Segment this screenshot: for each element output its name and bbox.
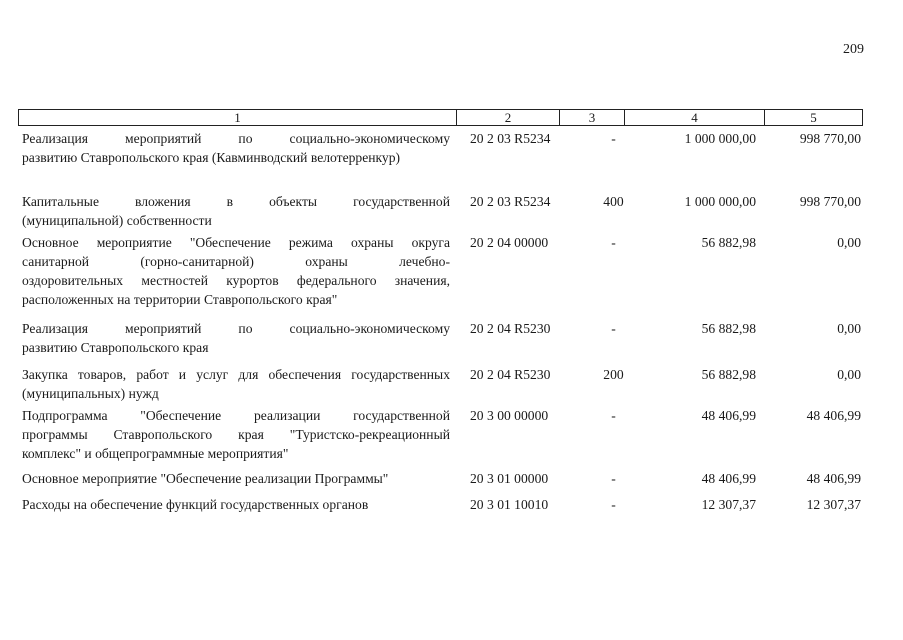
row-description bbox=[22, 192, 450, 230]
description-line: (муниципальных) нужд bbox=[22, 386, 159, 401]
row-expense-type: - bbox=[611, 471, 616, 486]
row-code: 20 2 04 R5230 bbox=[470, 367, 551, 382]
row-description bbox=[22, 365, 450, 403]
description-line: развитию Ставропольского края (Кавминводский велотерренкур) bbox=[22, 150, 401, 165]
row-expense-type: - bbox=[611, 408, 616, 423]
description-line: комплекс" и общепрограммные мероприятия" bbox=[22, 446, 289, 461]
row-amount-planned: 56 882,98 bbox=[701, 321, 756, 336]
row-code: 20 2 03 R5234 bbox=[470, 194, 551, 209]
row-expense-type: - bbox=[611, 131, 616, 146]
row-amount-planned: 1 000 000,00 bbox=[684, 131, 756, 146]
description-line: Основное мероприятие "Обеспечение режима охраны округа bbox=[22, 235, 450, 250]
description-line: Капитальные вложения в объекты государственной bbox=[22, 194, 450, 209]
description-line: оздоровительных местностей курортов федерального значения, bbox=[22, 273, 450, 288]
description-line: санитарной (горно-санитарной) охраны лечебно- bbox=[22, 254, 450, 269]
table-header bbox=[18, 109, 863, 126]
row-description bbox=[22, 319, 450, 357]
row-code: 20 3 00 00000 bbox=[470, 408, 549, 423]
row-amount-executed: 0,00 bbox=[837, 321, 861, 336]
page-number: 209 bbox=[843, 42, 864, 57]
row-description bbox=[22, 129, 450, 167]
description-line: развитию Ставропольского края bbox=[22, 340, 209, 355]
row-description bbox=[22, 233, 450, 309]
header-col-2: 2 bbox=[456, 110, 559, 125]
description-line: расположенных на территории Ставропольского края" bbox=[22, 292, 338, 307]
description-line: Реализация мероприятий по социально-экономическому bbox=[22, 321, 450, 336]
description-line: Расходы на обеспечение функций государственных органов bbox=[22, 497, 369, 512]
description-line: (муниципальной) собственности bbox=[22, 213, 212, 228]
header-col-1: 1 bbox=[234, 110, 241, 125]
row-expense-type: - bbox=[611, 497, 616, 512]
row-amount-executed: 998 770,00 bbox=[799, 131, 861, 146]
row-amount-planned: 48 406,99 bbox=[701, 471, 756, 486]
description-line: программы Ставропольского края "Туристско-рекреационный bbox=[22, 427, 450, 442]
description-line: Реализация мероприятий по социально-экономическому bbox=[22, 131, 450, 146]
header-col-3: 3 bbox=[559, 110, 624, 125]
row-code: 20 2 03 R5234 bbox=[470, 131, 551, 146]
description-line: Основное мероприятие "Обеспечение реализации Программы" bbox=[22, 471, 389, 486]
row-amount-executed: 0,00 bbox=[837, 367, 861, 382]
row-amount-planned: 56 882,98 bbox=[701, 367, 756, 382]
row-code: 20 3 01 10010 bbox=[470, 497, 549, 512]
row-code: 20 2 04 00000 bbox=[470, 235, 549, 250]
row-description bbox=[22, 469, 450, 488]
row-expense-type: - bbox=[611, 321, 616, 336]
row-amount-planned: 56 882,98 bbox=[701, 235, 756, 250]
description-line: Закупка товаров, работ и услуг для обеспечения государственных bbox=[22, 367, 450, 382]
header-col-4: 4 bbox=[624, 110, 764, 125]
header-col-5: 5 bbox=[764, 110, 862, 125]
row-expense-type: 200 bbox=[603, 367, 624, 382]
row-amount-planned: 1 000 000,00 bbox=[684, 194, 756, 209]
row-amount-executed: 48 406,99 bbox=[806, 471, 861, 486]
row-code: 20 2 04 R5230 bbox=[470, 321, 551, 336]
row-amount-executed: 0,00 bbox=[837, 235, 861, 250]
row-amount-planned: 12 307,37 bbox=[701, 497, 756, 512]
row-expense-type: - bbox=[611, 235, 616, 250]
row-expense-type: 400 bbox=[603, 194, 624, 209]
row-description bbox=[22, 495, 450, 514]
row-code: 20 3 01 00000 bbox=[470, 471, 549, 486]
row-amount-executed: 12 307,37 bbox=[806, 497, 861, 512]
row-amount-executed: 998 770,00 bbox=[799, 194, 861, 209]
row-amount-planned: 48 406,99 bbox=[701, 408, 756, 423]
row-description bbox=[22, 406, 450, 463]
row-amount-executed: 48 406,99 bbox=[806, 408, 861, 423]
description-line: Подпрограмма "Обеспечение реализации государственной bbox=[22, 408, 450, 423]
